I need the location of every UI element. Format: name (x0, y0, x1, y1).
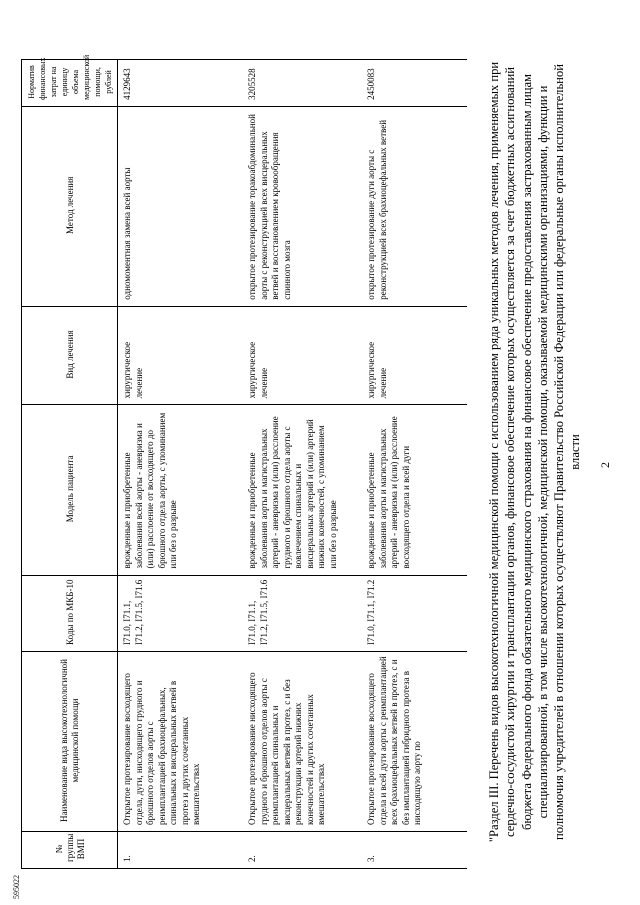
cell-icd-codes: I71.0, I71.1, I71.2, I71.5, I71.6 (243, 575, 362, 651)
header-treatment-method: Метод лечения (22, 106, 118, 306)
cell-care-type-name: Открытое протезирование восходящего отдела и всей дуги аорты с реимплантацией всех брахиоцефальных ветвей в протез, с и без имплантацией гибридного протеза в нисходящую аорту по (362, 651, 467, 831)
cell-patient-model: врожденные и приобретенные заболевания всей аорты - аневризма и (или) расслоение от восходящего до брюшного отдела аорты, с упоминанием или без о разрыве (118, 405, 244, 575)
cell-treatment-method: открытое протезирование торакоабдоминальной аорты с реконструкцией всех висцеральных ветвей и восстановлением кровообращения спинного мозга (243, 106, 362, 306)
cell-treatment-type: хирургическое лечение (362, 306, 467, 405)
document-code: 595022 (12, 875, 21, 899)
cell-icd-codes: I71.0, I71.1, I71.2, I71.5, I71.6 (118, 575, 244, 651)
table-row (118, 60, 244, 869)
table-row (243, 60, 362, 869)
cell-treatment-type: хирургическое лечение (118, 306, 244, 405)
header-patient-model: Модель пациента (22, 405, 118, 575)
header-treatment-type: Вид лечения (22, 306, 118, 405)
cell-group-number: 2. (243, 832, 362, 869)
cell-group-number: 1. (118, 832, 244, 869)
cell-icd-codes: I71.0, I71.1, I71.2 (362, 575, 467, 651)
cell-cost-norm: 4129643 (118, 60, 244, 107)
cell-care-type-name: Открытое протезирование нисходящего грудного и брюшного отделов аорты с реимплантацией спинальных и висцеральных ветвей в протез, с и без реконструкции артерий нижних конечностей и других сочетанных вмешательствах (243, 651, 362, 831)
table-row (362, 60, 467, 869)
vmp-table (21, 54, 467, 869)
section-heading: "Раздел III. Перечень видов высокотехнологичной медицинской помощи с использованием ряда уникальных методов лечения, применяемых при сердечно-сосудистой хирургии и трансплантации органов, финансовое обеспечение которых осуществляется за счет бюджетных ассигнований бюджета Федерального фонда обязательного медицинского страхования на финансовое обеспечение предоставления застрахованным лицам специализированной, в том числе высокотехнологичной, медицинской помощи, оказываемой медицинскими организациями, функции и полномочия учредителей в отношении которых осуществляют Правительство Российской Федерации или федеральные органы исполнительной власти (487, 61, 583, 843)
header-cost-norm: Норматив финансовых затрат на единицу объема медицинской помощи, рублей (22, 60, 118, 107)
header-group-number: № группы ВМП (22, 832, 118, 869)
cell-treatment-type: хирургическое лечение (243, 306, 362, 405)
header-icd-codes: Коды по МКБ-10 (22, 575, 118, 651)
header-care-type-name: Наименование вида высокотехнологичной медицинской помощи (22, 651, 118, 831)
cell-care-type-name: Открытое протезирование восходящего отдела, дуги, нисходящего грудного и брюшного отделов аорты с реимплантацией брахиоцефальных, спинальных и висцеральных ветвей в протез и других сочетанных вмешательствах (118, 651, 244, 831)
page-number: 2 (598, 462, 612, 468)
cell-treatment-method: одномоментная замена всей аорты (118, 106, 244, 306)
cell-patient-model: врожденные и приобретенные заболевания аорты и магистральных артерий - аневризма и (или) расслоение восходящего отдела и всей дуги (362, 405, 467, 575)
cell-cost-norm: 3205528 (243, 60, 362, 107)
cell-group-number: 3. (362, 832, 467, 869)
cell-patient-model: врожденные и приобретенные заболевания аорты и магистральных артерий - аневризма и (или) расслоение грудного и брюшного отдела аорты с вовлечением спинальных и висцеральных артерий и (или) артерий нижних конечностей, с упоминанием или без о разрыве (243, 405, 362, 575)
cell-cost-norm: 2450083 (362, 60, 467, 107)
cell-treatment-method: открытое протезирование дуги аорты с реконструкцией всех брахиоцефальных ветвей (362, 106, 467, 306)
table-header-row (22, 60, 118, 869)
